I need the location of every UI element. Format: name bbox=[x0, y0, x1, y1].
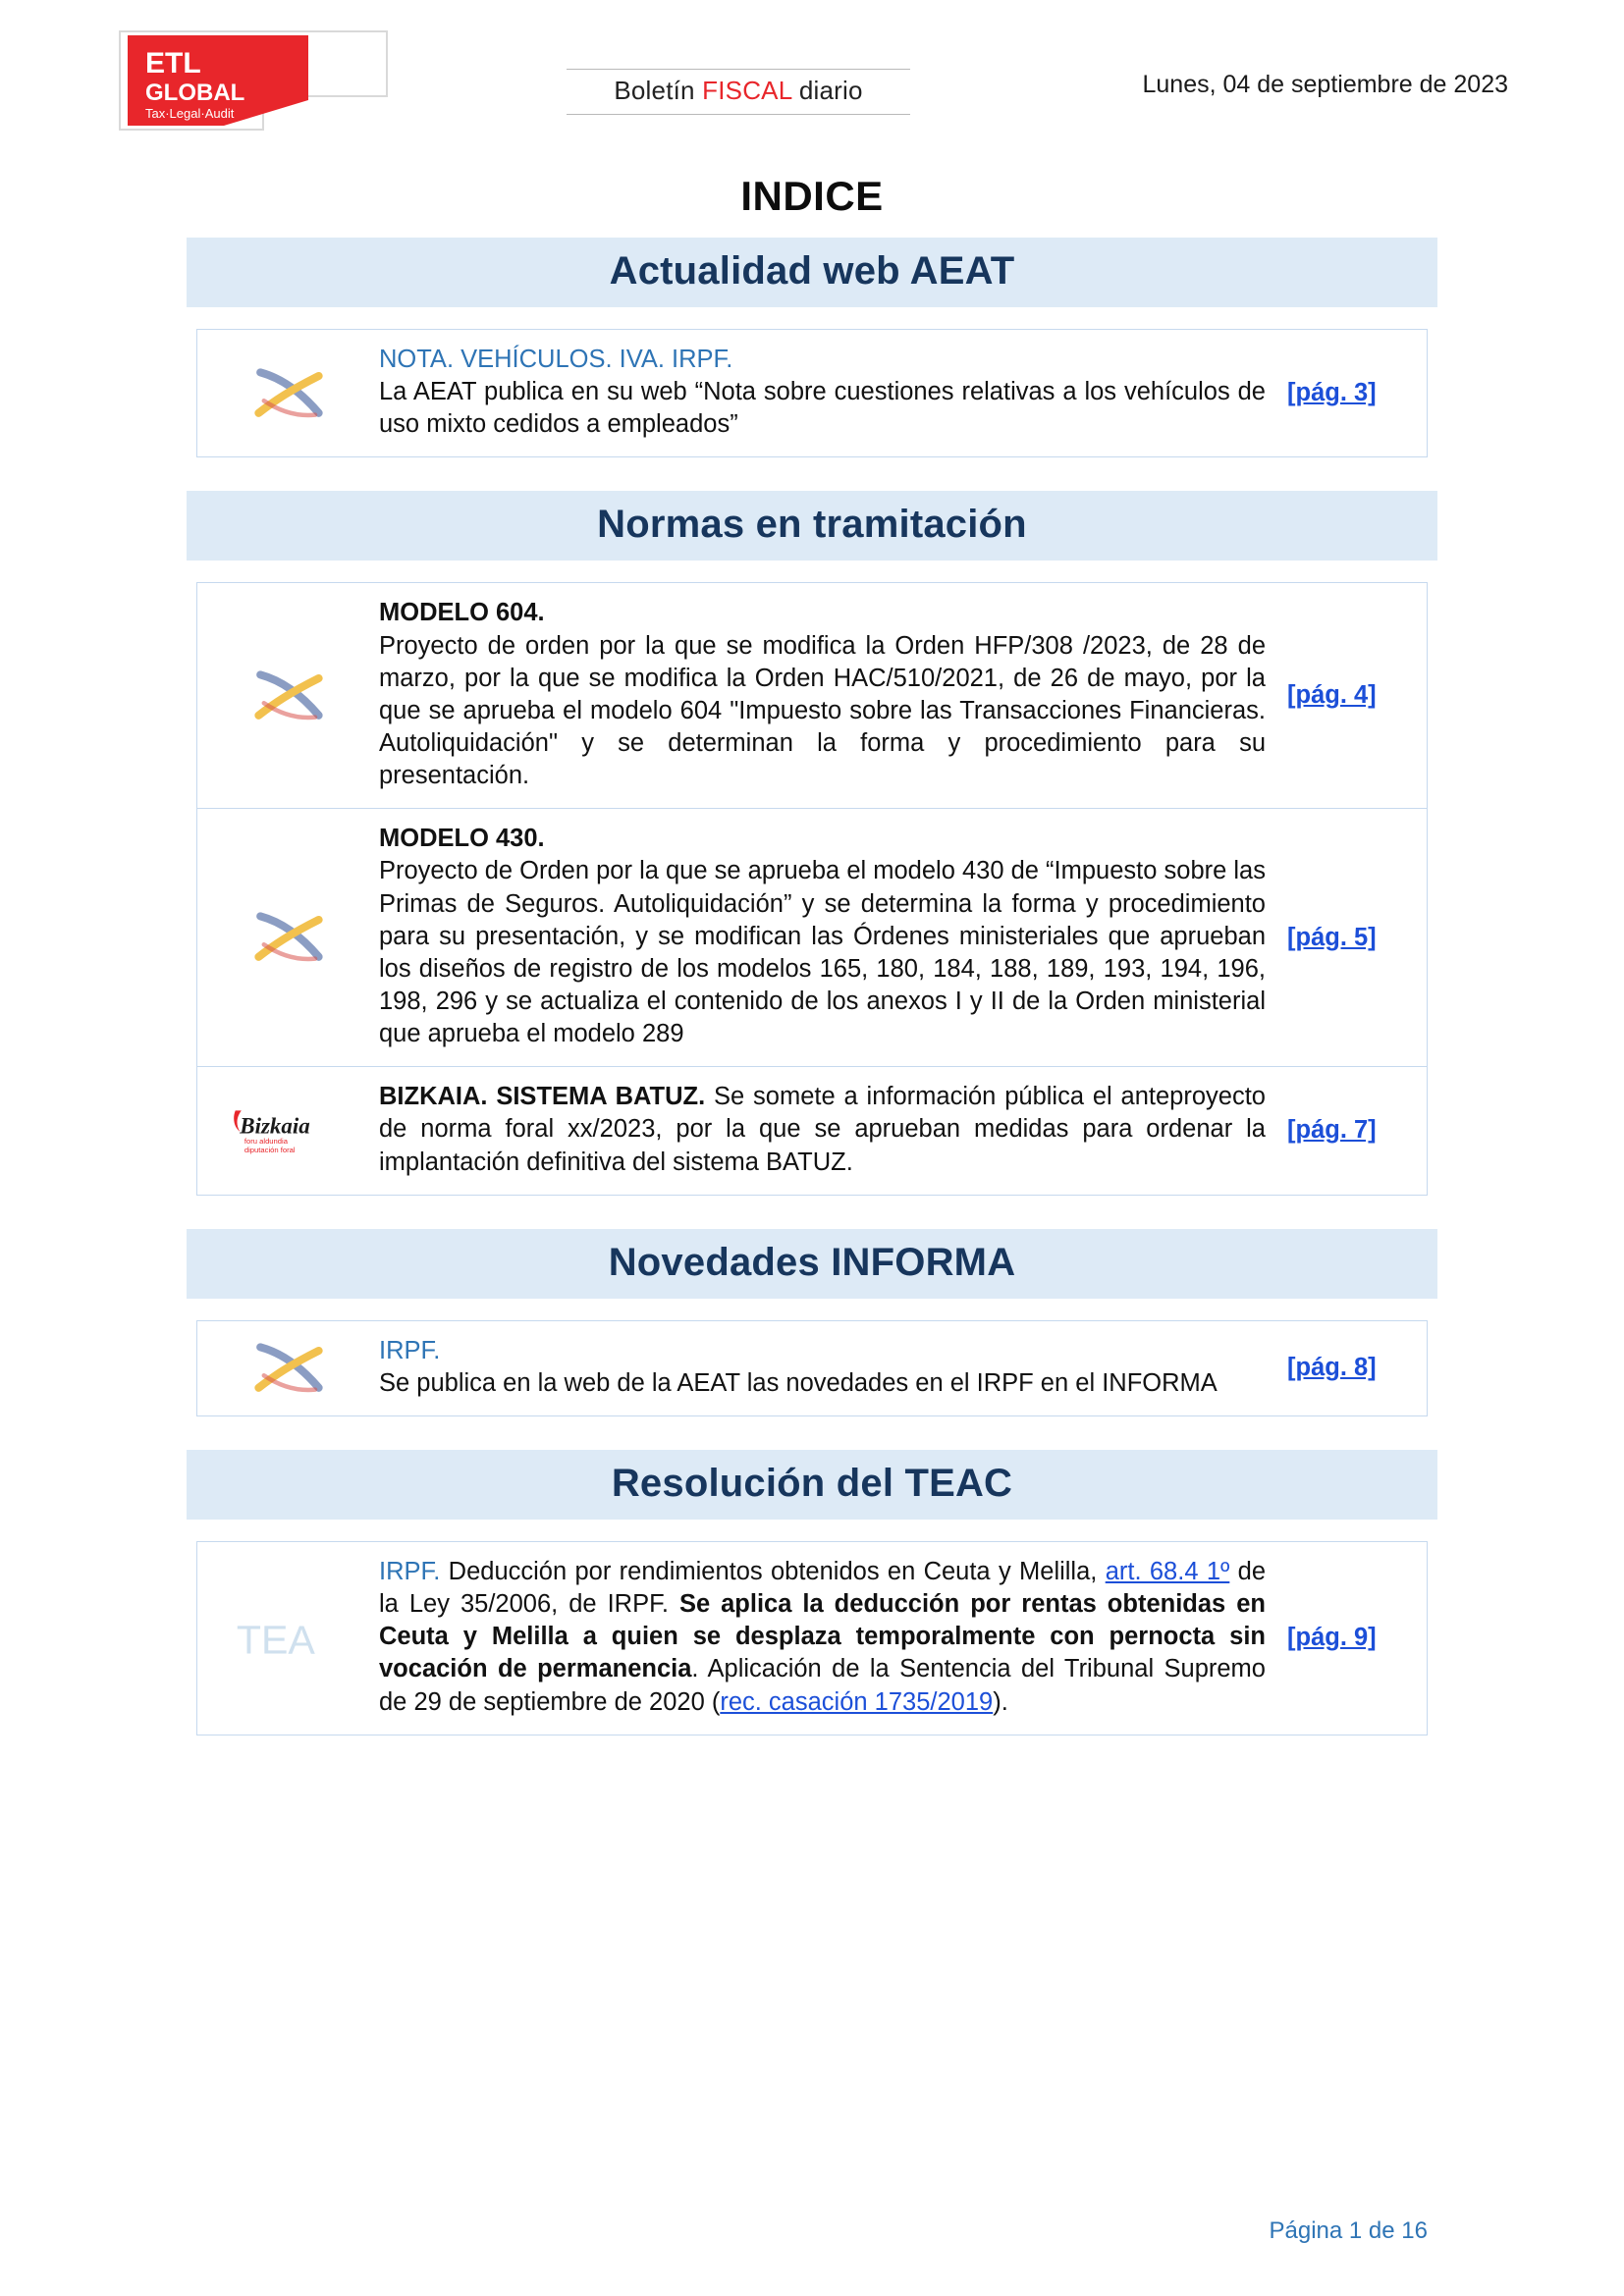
row-title: IRPF. bbox=[379, 1336, 441, 1364]
row-text bbox=[379, 583, 1279, 808]
article-link[interactable]: art. 68.4 1º bbox=[1105, 1557, 1230, 1585]
section-heading-resolucion-del-teac: Resolución del TEAC bbox=[187, 1450, 1437, 1520]
row-title: IRPF. bbox=[379, 1557, 441, 1585]
row-body-part4: ). bbox=[993, 1687, 1008, 1716]
document-header bbox=[0, 0, 1624, 167]
aeat-logo-icon bbox=[197, 1321, 379, 1415]
row-body: Se somete a información pública el anteproyecto de norma foral xx/2023, por la que se aprueban medidas para ordenar la implantación definitiva del sistema BATUZ. bbox=[379, 1083, 1266, 1176]
page-link[interactable]: [pág. 3] bbox=[1287, 379, 1377, 407]
svg-text:foru aldundia: foru aldundia bbox=[244, 1136, 288, 1146]
bulletin-suffix: diario bbox=[791, 76, 863, 105]
etl-global-logo bbox=[116, 27, 391, 145]
row-body-part1: Deducción por rendimientos obtenidos en Ceuta y Melilla, bbox=[440, 1557, 1106, 1585]
row-title: BIZKAIA. SISTEMA BATUZ. bbox=[379, 1083, 706, 1111]
row-title: MODELO 604. bbox=[379, 599, 545, 627]
svg-text:TEA: TEA bbox=[236, 1617, 315, 1663]
row-page-cell bbox=[1279, 1542, 1427, 1735]
aeat-logo-icon bbox=[197, 330, 379, 456]
table-row[interactable] bbox=[197, 1542, 1427, 1735]
row-body-part2: de la Ley 35/2006, de IRPF. bbox=[379, 1557, 1267, 1619]
table-row[interactable] bbox=[197, 1067, 1427, 1194]
page-title: INDICE bbox=[740, 173, 884, 219]
row-page-cell bbox=[1279, 583, 1427, 808]
header-date: Lunes, 04 de septiembre de 2023 bbox=[1142, 71, 1508, 98]
row-page-cell bbox=[1279, 809, 1427, 1066]
bizkaia-logo-icon bbox=[197, 1067, 379, 1194]
section-table-actualidad-web-aeat bbox=[196, 329, 1428, 457]
page-link[interactable]: [pág. 5] bbox=[1287, 923, 1377, 951]
svg-text:Bizkaia: Bizkaia bbox=[239, 1113, 310, 1139]
aeat-logo-icon bbox=[197, 583, 379, 808]
aeat-logo-icon bbox=[197, 809, 379, 1066]
section-heading-actualidad-web-aeat: Actualidad web AEAT bbox=[187, 238, 1437, 307]
row-title: MODELO 430. bbox=[379, 825, 545, 853]
row-text bbox=[379, 1321, 1279, 1415]
section-heading-normas-en-tramitacion: Normas en tramitación bbox=[187, 491, 1437, 561]
tea-logo-icon bbox=[197, 1542, 379, 1735]
page-link[interactable]: [pág. 8] bbox=[1287, 1354, 1377, 1382]
svg-text:GLOBAL: GLOBAL bbox=[145, 80, 245, 106]
row-body: La AEAT publica en su web “Nota sobre cuestiones relativas a los vehículos de uso mixto cedidos a empleados” bbox=[379, 378, 1266, 439]
row-text bbox=[379, 1542, 1279, 1735]
table-row[interactable] bbox=[197, 1321, 1427, 1415]
row-text bbox=[379, 1067, 1279, 1194]
section-table-normas-en-tramitacion bbox=[196, 582, 1428, 1195]
page-link[interactable]: [pág. 4] bbox=[1287, 681, 1377, 710]
row-title: NOTA. VEHÍCULOS. IVA. IRPF. bbox=[379, 346, 733, 373]
casacion-link[interactable]: rec. casación 1735/2019 bbox=[720, 1687, 994, 1716]
bulletin-highlight: FISCAL bbox=[702, 76, 792, 105]
table-row[interactable] bbox=[197, 583, 1427, 809]
bulletin-title-block bbox=[391, 27, 1086, 115]
svg-text:diputación foral: diputación foral bbox=[244, 1146, 296, 1155]
row-text bbox=[379, 330, 1279, 456]
row-body-part3: . Aplicación de la Sentencia del Tribunal Supremo de 29 de septiembre de 2020 ( bbox=[379, 1655, 1266, 1716]
row-body: Se publica en la web de la AEAT las novedades en el IRPF en el INFORMA bbox=[379, 1368, 1218, 1397]
page-link[interactable]: [pág. 7] bbox=[1287, 1116, 1377, 1145]
svg-text:ETL: ETL bbox=[145, 47, 201, 80]
row-text bbox=[379, 809, 1279, 1066]
table-row[interactable] bbox=[197, 809, 1427, 1067]
row-page-cell bbox=[1279, 330, 1427, 456]
section-table-novedades-informa bbox=[196, 1320, 1428, 1416]
bulletin-prefix: Boletín bbox=[614, 76, 703, 105]
svg-text:Tax·Legal·Audit: Tax·Legal·Audit bbox=[145, 106, 235, 121]
page-footer: Página 1 de 16 bbox=[1269, 2217, 1428, 2244]
row-body: Proyecto de Orden por la que se aprueba el modelo 430 de “Impuesto sobre las Primas de Seguros. Autoliquidación” y se determina la forma y procedimiento para su presentación, y se modifican las Órdenes ministeriales que aprueban los diseños de registro de los modelos 165, 180, 184, 188, 189, 193, 194, 196, 198, 296 y se actualiza el contenido de los anexos I y II de la Orden ministerial que aprueba el modelo 289 bbox=[379, 857, 1266, 1048]
table-row[interactable] bbox=[197, 330, 1427, 456]
row-page-cell bbox=[1279, 1321, 1427, 1415]
page-link[interactable]: [pág. 9] bbox=[1287, 1624, 1377, 1652]
row-page-cell bbox=[1279, 1067, 1427, 1194]
row-body-emphasis: Se aplica la deducción por rentas obtenidas en Ceuta y Melilla a quien se desplaza temporalmente con pernocta sin vocación de permanencia bbox=[379, 1590, 1266, 1683]
section-heading-novedades-informa: Novedades INFORMA bbox=[187, 1229, 1437, 1299]
section-table-resolucion-del-teac bbox=[196, 1541, 1428, 1735]
bulletin-title bbox=[567, 69, 909, 115]
row-body: Proyecto de orden por la que se modifica la Orden HFP/308 /2023, de 28 de marzo, por la que se modifica la Orden HAC/510/2021, de 26 de mayo, por la que se aprueba el modelo 604 "Impuesto sobre las Transacciones Financieras. Autoliquidación" y se determinan la forma y procedimiento para su presentación. bbox=[379, 631, 1266, 790]
